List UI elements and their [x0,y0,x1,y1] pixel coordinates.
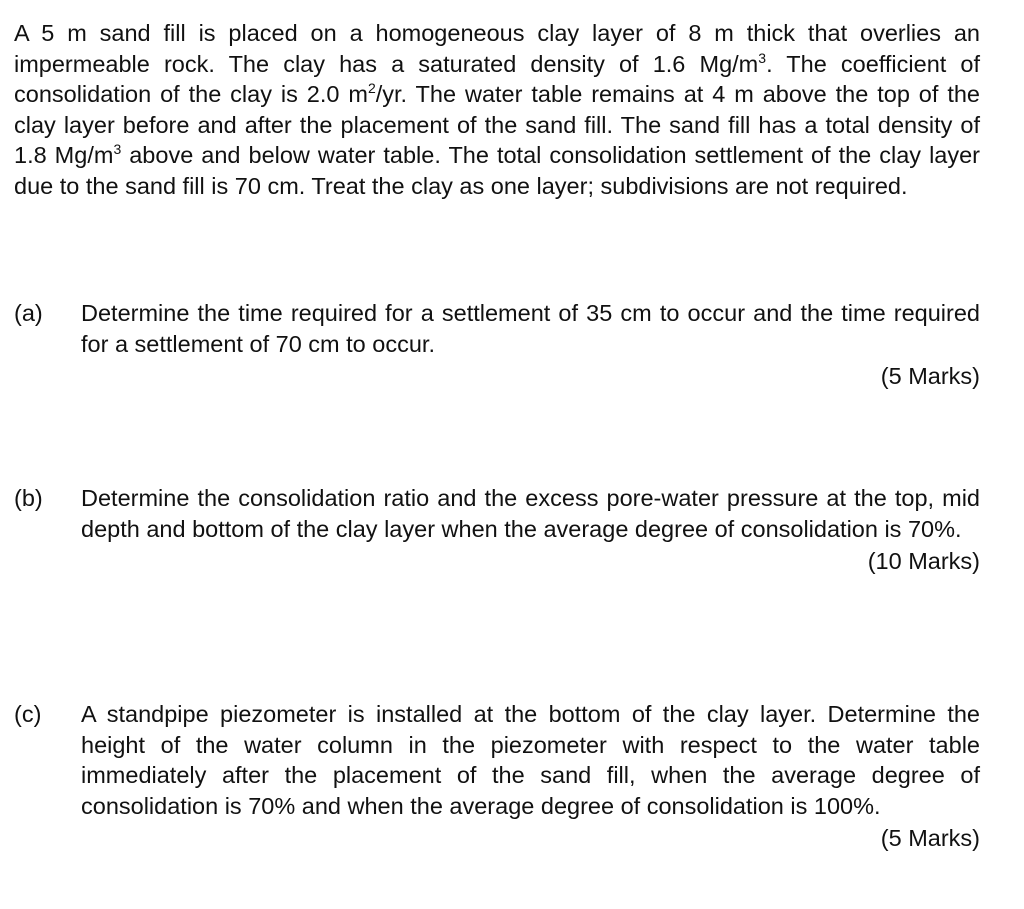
question-b-text: Determine the consolidation ratio and the excess pore-water pressure at the top, mid depth and bottom of the clay layer when the average degree of consolidation is 70%. [81,485,980,542]
problem-statement-part-3: /yr. The water table remains at 4 m above the top of the clay layer before and after the placement of the sand fill. The sand fill has a total density of 1.8 Mg/m [14,81,980,169]
question-b-label: (b) [14,485,43,511]
superscript-3-density: 3 [758,49,767,66]
superscript-3-fill-density: 3 [113,141,122,158]
problem-statement-part-1: A 5 m sand fill is placed on a homogeneous clay layer of 8 m thick that overlies an impermeable rock. The clay has a saturated density of 1.6 Mg/m [14,20,980,77]
question-b [14,483,980,577]
question-a [14,298,980,392]
problem-statement-part-2: . The coefficient of consolidation of the clay is 2.0 m [14,50,981,108]
superscript-2-area: 2 [367,80,376,97]
question-c-text: A standpipe piezometer is installed at the bottom of the clay layer. Determine the height of the water column in the piezometer with respect to the water table immediately after the placement of the sand fill, when the average degree of consolidation is 70% and when the average degree of consolidation is 100%. [81,701,980,819]
question-a-label: (a) [14,300,43,326]
question-c-marks: (5 Marks) [880,825,980,852]
question-c-label: (c) [14,701,42,727]
problem-statement [14,18,980,202]
question-a-marks: (5 Marks) [880,363,980,390]
question-c [14,699,980,854]
problem-statement-part-4: above and below water table. The total consolidation settlement of the clay layer due to the sand fill is 70 cm. Treat the clay as one layer; subdivisions are not required. [14,142,980,199]
question-a-text: Determine the time required for a settlement of 35 cm to occur and the time required for a settlement of 70 cm to occur. [81,300,980,357]
question-document [14,18,981,852]
question-b-marks: (10 Marks) [867,548,980,575]
